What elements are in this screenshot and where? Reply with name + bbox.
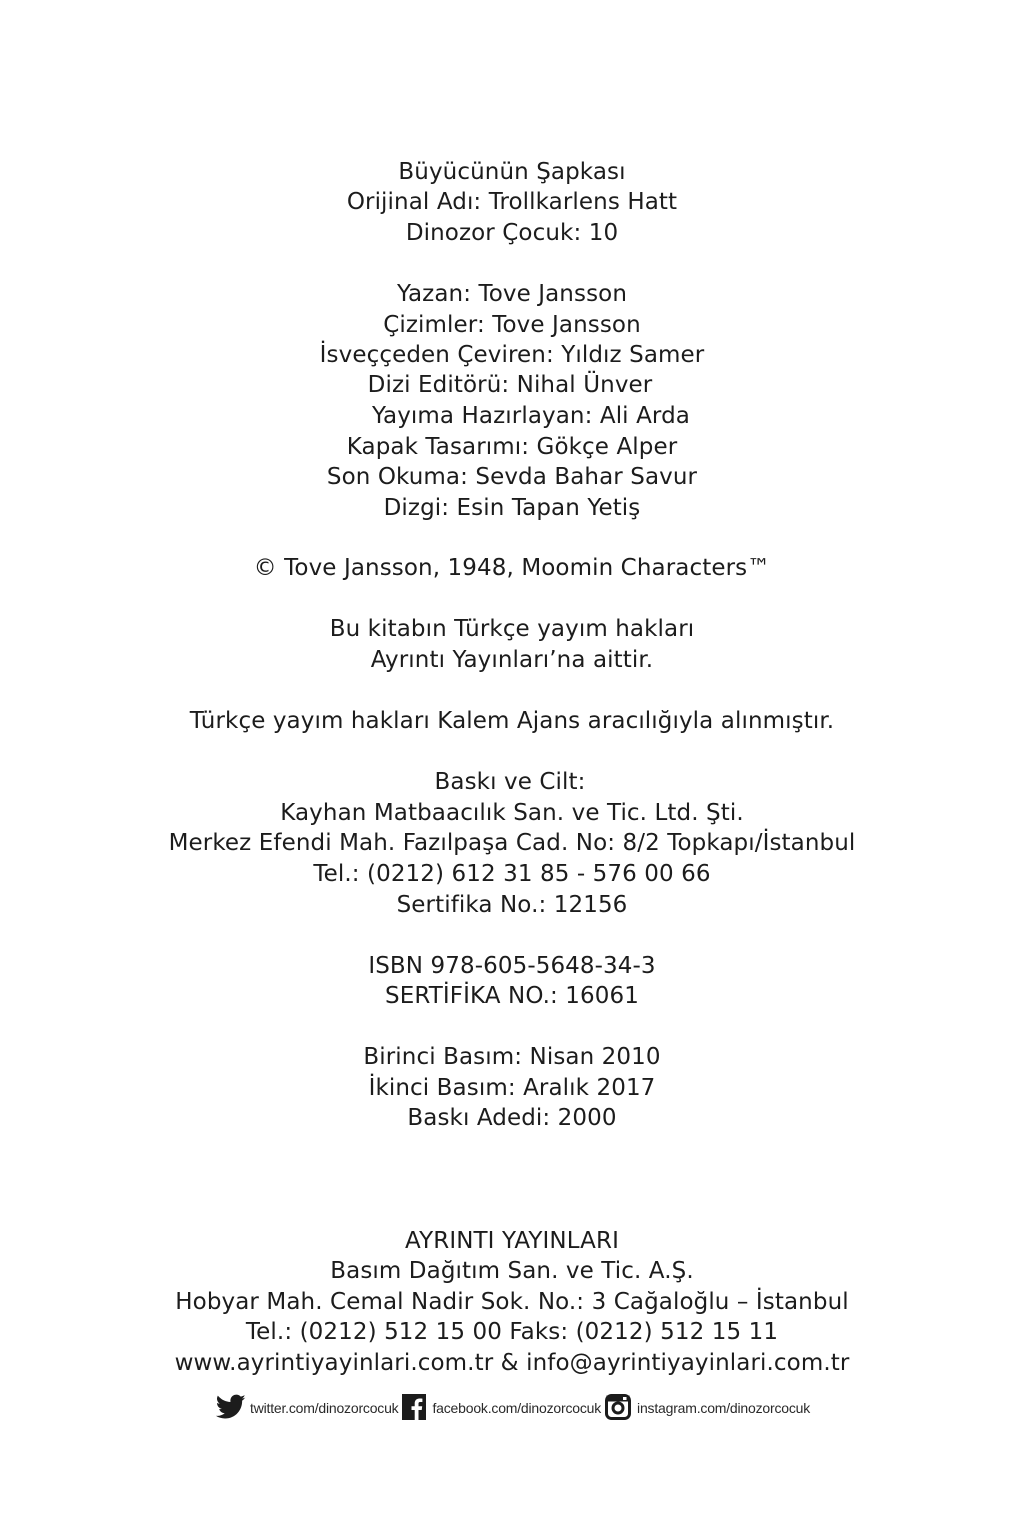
credit-prepared-by: Yayıma Hazırlayan: Ali Arda bbox=[372, 403, 690, 429]
original-title: Orijinal Adı: Trollkarlens Hatt bbox=[346, 189, 678, 215]
social-links bbox=[216, 1392, 814, 1424]
instagram-icon bbox=[605, 1394, 633, 1422]
rights-line-2: Ayrıntı Yayınları’na aittir. bbox=[370, 647, 654, 673]
copyright-notice: © Tove Jansson, 1948, Moomin Characters™ bbox=[253, 555, 771, 581]
rights-line-1: Bu kitabın Türkçe yayım hakları bbox=[329, 616, 695, 642]
instagram-link[interactable]: instagram.com/dinozorcocuk bbox=[637, 1400, 811, 1416]
print-run: Baskı Adedi: 2000 bbox=[407, 1105, 617, 1131]
isbn-number: ISBN 978-605-5648-34-3 bbox=[368, 953, 656, 979]
series-number: Dinozor Çocuk: 10 bbox=[405, 220, 619, 246]
first-edition: Birinci Basım: Nisan 2010 bbox=[363, 1044, 661, 1070]
credit-typesetting: Dizgi: Esin Tapan Yetiş bbox=[383, 495, 641, 521]
second-edition: İkinci Basım: Aralık 2017 bbox=[368, 1075, 656, 1101]
printing-heading: Baskı ve Cilt: bbox=[434, 769, 586, 795]
credit-translator: İsveççeden Çeviren: Yıldız Samer bbox=[319, 342, 705, 368]
facebook-icon bbox=[402, 1394, 428, 1422]
rights-agency: Türkçe yayım hakları Kalem Ajans aracılığıyla alınmıştır. bbox=[189, 708, 835, 734]
printing-certificate: Sertifika No.: 12156 bbox=[396, 892, 628, 918]
credit-author: Yazan: Tove Jansson bbox=[396, 281, 628, 307]
credit-series-editor: Dizi Editörü: Nihal Ünver bbox=[367, 372, 653, 398]
credit-proofreading: Son Okuma: Sevda Bahar Savur bbox=[326, 464, 698, 490]
book-title: Büyücünün Şapkası bbox=[398, 159, 626, 185]
printing-phone: Tel.: (0212) 612 31 85 - 576 00 66 bbox=[313, 861, 711, 887]
facebook-link[interactable]: facebook.com/dinozorcocuk bbox=[432, 1400, 602, 1416]
publisher-company: Basım Dağıtım San. ve Tic. A.Ş. bbox=[330, 1258, 694, 1284]
publisher-contact: Tel.: (0212) 512 15 00 Faks: (0212) 512 15 11 bbox=[245, 1319, 779, 1345]
publisher-certificate: SERTİFİKA NO.: 16061 bbox=[385, 983, 639, 1009]
credit-cover-design: Kapak Tasarımı: Gökçe Alper bbox=[346, 434, 678, 460]
printing-address: Merkez Efendi Mah. Fazılpaşa Cad. No: 8/2 Topkapı/İstanbul bbox=[168, 830, 856, 856]
publisher-address: Hobyar Mah. Cemal Nadir Sok. No.: 3 Cağaloğlu – İstanbul bbox=[175, 1289, 849, 1315]
publisher-name: AYRINTI YAYINLARI bbox=[405, 1228, 619, 1254]
publisher-web: www.ayrintiyayinlari.com.tr & info@ayrintiyayinlari.com.tr bbox=[174, 1350, 850, 1376]
printing-company: Kayhan Matbaacılık San. ve Tic. Ltd. Şti. bbox=[280, 800, 744, 826]
twitter-link[interactable]: twitter.com/dinozorcocuk bbox=[250, 1400, 399, 1416]
twitter-icon bbox=[216, 1394, 246, 1422]
credit-illustrations: Çizimler: Tove Jansson bbox=[383, 312, 641, 338]
